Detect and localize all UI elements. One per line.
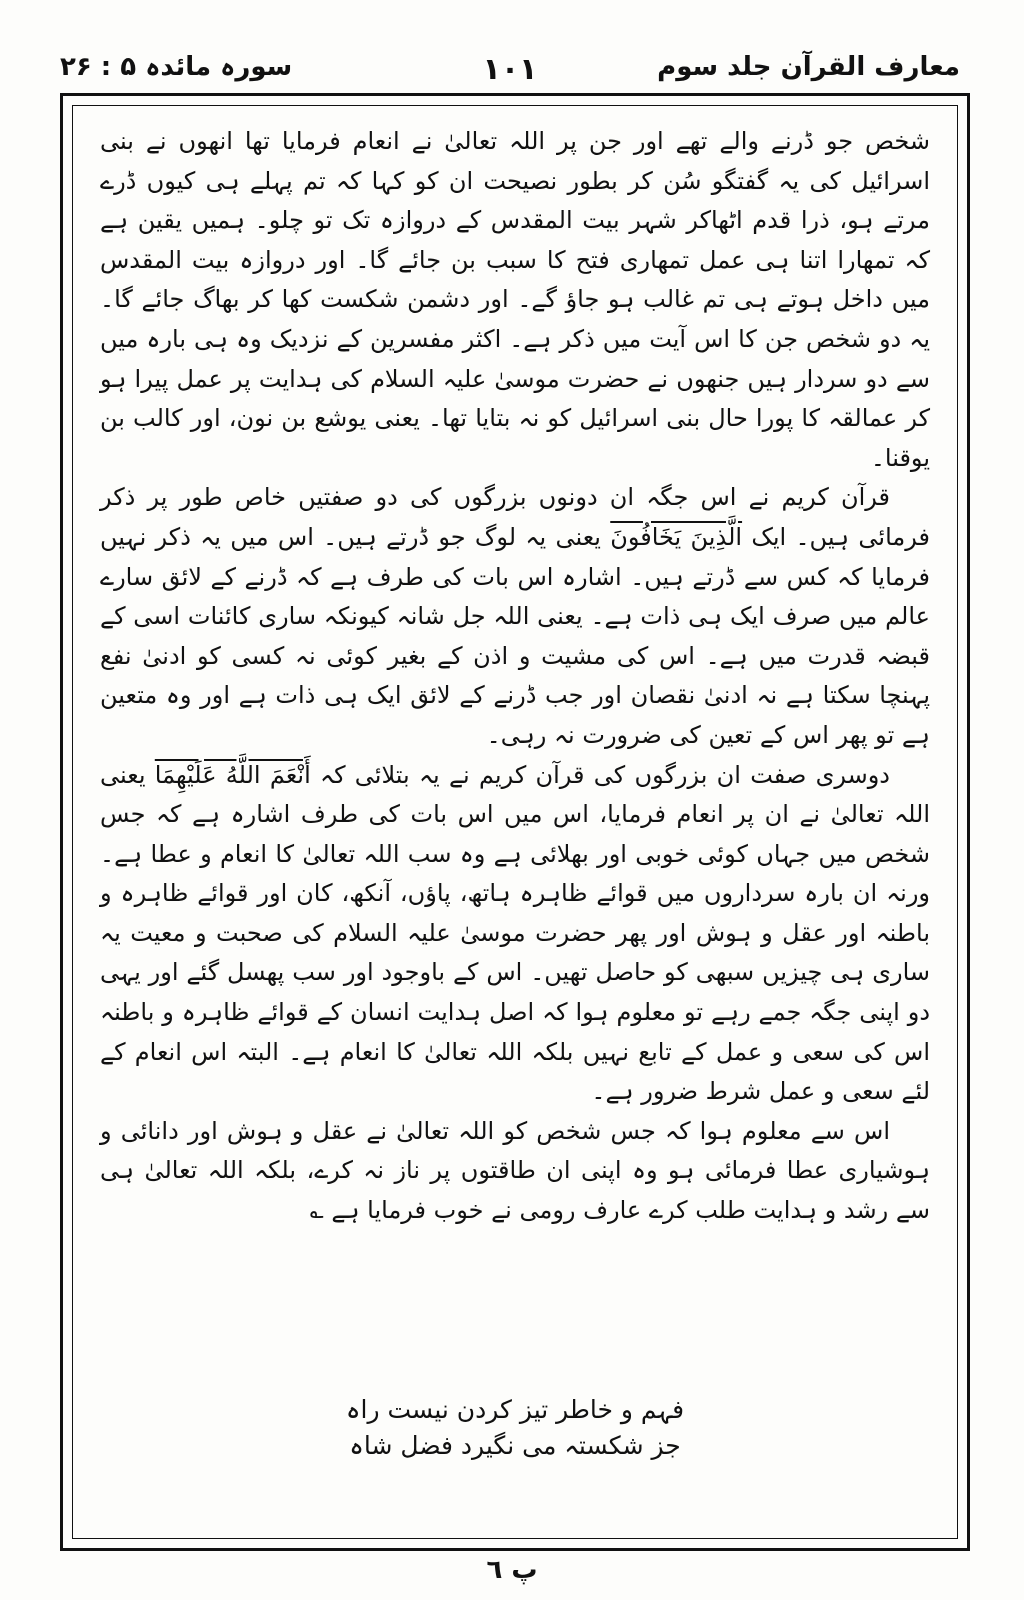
para-marker: پ ٦ xyxy=(486,1555,538,1585)
main-text xyxy=(100,122,930,1231)
paragraph-1: شخص جو ڈرنے والے تھے اور جن پر اللہ تعالیٰ نے انعام فرمایا تھا انھوں نے بنی اسرائیل کی یہ گفتگو سُن کر بطور نصیحت ان کو کہا کہ تم پہلے ہی کیوں ڈرے مرتے ہو، ذرا قدم اٹھاکر شہر بیت المقدس کے دروازہ تک تو چلو۔ ہمیں یقین ہے کہ تمھارا اتنا ہی عمل تمھاری فتح کا سبب بن جائے گا۔ اور دروازہ بیت المقدس میں داخل ہوتے ہی تم غالب ہو جاؤ گے۔ اور دشمن شکست کھا کر بھاگ جائے گا۔ یہ دو شخص جن کا اس آیت میں ذکر ہے۔ اکثر مفسرین کے نزدیک وہ ہی بارہ میں سے دو سردار ہیں جنھوں نے حضرت موسیٰ علیہ السلام کی ہدایت پر عمل پیرا ہو کر عمالقہ کا پورا حال بنی اسرائیل کو نہ بتایا تھا۔ یعنی یوشع بن نون، اور کالب بن یوقنا۔ xyxy=(100,127,930,472)
persian-verse xyxy=(100,1392,930,1464)
quran-term-alladhina-yakhafun: الَّذِينَ يَخَافُونَ xyxy=(610,522,743,551)
page-header xyxy=(60,52,960,92)
paragraph-3-intro: دوسری صفت ان بزرگوں کی قرآن کریم نے یہ بتلائی کہ xyxy=(320,760,890,789)
quran-term-anam-allahu: أَنْعَمَ اللَّهُ عَلَيْهِمَا xyxy=(154,760,311,789)
page-number: ١٠١ xyxy=(482,52,538,87)
book-title: معارف القرآن جلد سوم xyxy=(657,52,960,82)
paragraph-4: اس سے معلوم ہوا کہ جس شخص کو اللہ تعالیٰ نے عقل و ہوش اور دانائی و ہوشیاری عطا فرمائی ہو وہ اپنی ان طاقتوں پر ناز نہ کرے، بلکہ اللہ تعالیٰ ہی سے رشد و ہدایت طلب کرے عارف رومی نے خوب فرمایا ہے ؎ xyxy=(100,1116,930,1225)
verse-line-1: فہم و خاطر تیز کردن نیست راہ xyxy=(345,1395,685,1424)
verse-line-2: جز شکستہ می نگیرد فضل شاہ xyxy=(349,1431,681,1460)
paragraph-2 xyxy=(100,478,930,755)
paragraph-3-body: یعنی اللہ تعالیٰ نے ان پر انعام فرمایا، اس میں اس بات کی طرف اشارہ ہے کہ جس شخص میں جہاں کوئی خوبی اور بھلائی ہے وہ سب اللہ تعالیٰ کا انعام و عطا ہے۔ ورنہ ان بارہ سرداروں میں قوائے ظاہرہ ہاتھ، پاؤں، آنکھ، کان اور قوائے ظاہرہ و باطنہ اور عقل و ہوش اور پھر حضرت موسیٰ علیہ السلام کی صحبت و معیت یہ ساری ہی چیزیں سبھی کو حاصل تھیں۔ اس کے باوجود اور سب پھسل گئے اور یہی دو اپنی جگہ جمے رہے تو معلوم ہوا کہ اصل ہدایت انسان کے قوائے ظاہرہ و باطنہ اس کی سعی و عمل کے تابع نہیں بلکہ اللہ تعالیٰ کا انعام ہے۔ البتہ اس انعام کے لئے سعی و عمل شرط ضرور ہے۔ xyxy=(100,760,930,1106)
paragraph-2-body: یعنی یہ لوگ جو ڈرتے ہیں۔ اس میں یہ ذکر نہیں فرمایا کہ کس سے ڈرتے ہیں۔ اشارہ اس بات کی طرف ہے کہ ڈرنے کے لائق سارے عالم میں صرف ایک ہی ذات ہے۔ یعنی اللہ جل شانہ کیونکہ ساری کائنات اسی کے قبضہ قدرت میں ہے۔ اس کی مشیت و اذن کے بغیر کوئی نہ کسی کو ادنیٰ نفع پہنچا سکتا ہے نہ ادنیٰ نقصان اور جب ڈرنے کے لائق ایک ہی ذات ہے اور وہ متعین ہے تو پھر اس کے تعین کی ضرورت نہ رہی۔ xyxy=(100,522,930,749)
surah-reference: سورہ مائدہ ۵ : ۲۶ xyxy=(60,52,293,82)
paragraph-3 xyxy=(100,756,930,1112)
paragraph-2-intro: قرآن کریم نے اس جگہ ان دونوں بزرگوں کی دو صفتیں خاص طور پر ذکر فرمائی ہیں۔ ایک xyxy=(100,483,930,551)
